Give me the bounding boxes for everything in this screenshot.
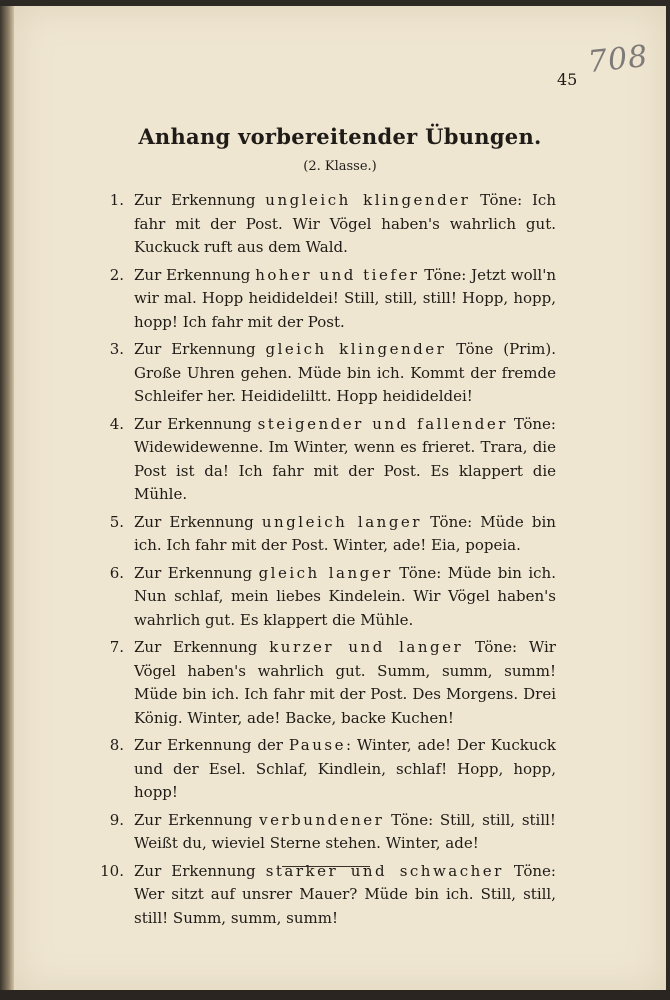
handwritten-annotation: 708 [586,38,650,81]
exercise-text: : Winter, ade! Der Kuckuck und der Esel. Schlaf, Kindlein, schlaf! Hopp, hopp, hopp! [134,736,556,801]
exercise-term: ungleich langer [261,512,422,531]
exercise-number: 5. [109,512,124,531]
exercise-prefix: Zur Erkennung [134,861,256,880]
page-bottom-edge [0,990,670,1000]
exercise-number: 6. [109,563,124,582]
exercise-number: 2. [109,265,124,284]
exercise-number: 10. [100,861,124,880]
exercise-item [94,338,556,409]
exercise-prefix: Zur Erkennung [134,191,256,209]
exercise-text: Töne: Jetzt woll'n wir mal. Hopp heidideldei! Still, still, still! Hopp, hopp, hopp! Ich fahr mit der Post. [134,265,556,331]
exercise-term: ungleich klingender [265,191,471,209]
exercise-text: Töne: Müde bin ich. Ich fahr mit der Post. Winter, ade! Eia, popeia. [134,512,556,554]
book-page [14,6,666,992]
exercise-item [94,636,556,730]
exercise-term: steigender und fallender [257,414,508,433]
exercise-term: Pause [288,736,346,754]
exercise-list [94,189,556,934]
exercise-text: Töne: Still, still, still! Weißt du, wieviel Sterne stehen. Winter, ade! [134,810,556,852]
page-title: Anhang vorbereitender Übungen. [138,124,542,149]
exercise-number: 1. [109,191,124,209]
exercise-term: gleich klingender [265,340,447,358]
exercise-number: 9. [109,810,124,829]
exercise-text: Töne: Müde bin ich. Nun schlaf, mein liebes Kindelein. Wir Vögel haben's wahrlich gut. Es klappert die Mühle. [134,563,556,629]
exercise-term: hoher und tiefer [255,265,420,284]
exercise-term: gleich langer [258,563,393,582]
exercise-prefix: Zur Erkennung [134,414,252,433]
exercise-text: Töne: Ich fahr mit der Post. Wir Vögel haben's wahrlich gut. Kuckuck ruft aus dem Wald. [134,191,556,256]
exercise-term: starker und schwacher [265,861,504,880]
exercise-term: verbundener [259,810,385,829]
exercise-text: Töne: Widewidewenne. Im Winter, wenn es frieret. Trara, die Post ist da! Ich fahr mit der Post. Es klappert die Mühle. [134,414,556,503]
exercise-prefix: Zur Erkennung [134,340,256,358]
exercise-prefix: Zur Erkennung [134,638,258,656]
exercise-text: Töne (Prim). Große Uhren gehen. Müde bin ich. Kommt der fremde Schleifer her. Heidideliltt. Hopp heidideldei! [134,340,556,405]
exercise-prefix: Zur Erkennung der [134,736,283,754]
exercise-number: 8. [109,736,124,754]
page-number: 45 [557,70,578,89]
page-subtitle: (2. Klasse.) [303,159,377,174]
exercise-item [94,511,556,558]
exercise-term: kurzer und langer [269,638,464,656]
exercise-text: Töne: Wir Vögel haben's wahrlich gut. Summ, summ, summ! Müde bin ich. Ich fahr mit der Post. Des Morgens. Drei König. Winter, ade! Backe, backe Kuchen! [134,638,556,727]
exercise-item [94,734,556,805]
exercise-prefix: Zur Erkennung [134,265,251,284]
exercise-item [94,413,556,507]
exercise-text: Töne: Wer sitzt auf unsrer Mauer? Müde bin ich. Still, still, still! Summ, summ, summ! [134,861,556,927]
exercise-item [94,809,556,856]
exercise-prefix: Zur Erkennung [134,810,253,829]
exercise-prefix: Zur Erkennung [134,512,254,531]
exercise-item [94,189,556,260]
book-spine-edge [0,6,14,992]
exercise-item [94,264,556,335]
exercise-prefix: Zur Erkennung [134,563,253,582]
exercise-number: 7. [109,638,124,656]
end-divider [282,866,370,867]
exercise-number: 4. [109,414,124,433]
exercise-item [94,860,556,931]
exercise-number: 3. [109,340,124,358]
exercise-item [94,562,556,633]
